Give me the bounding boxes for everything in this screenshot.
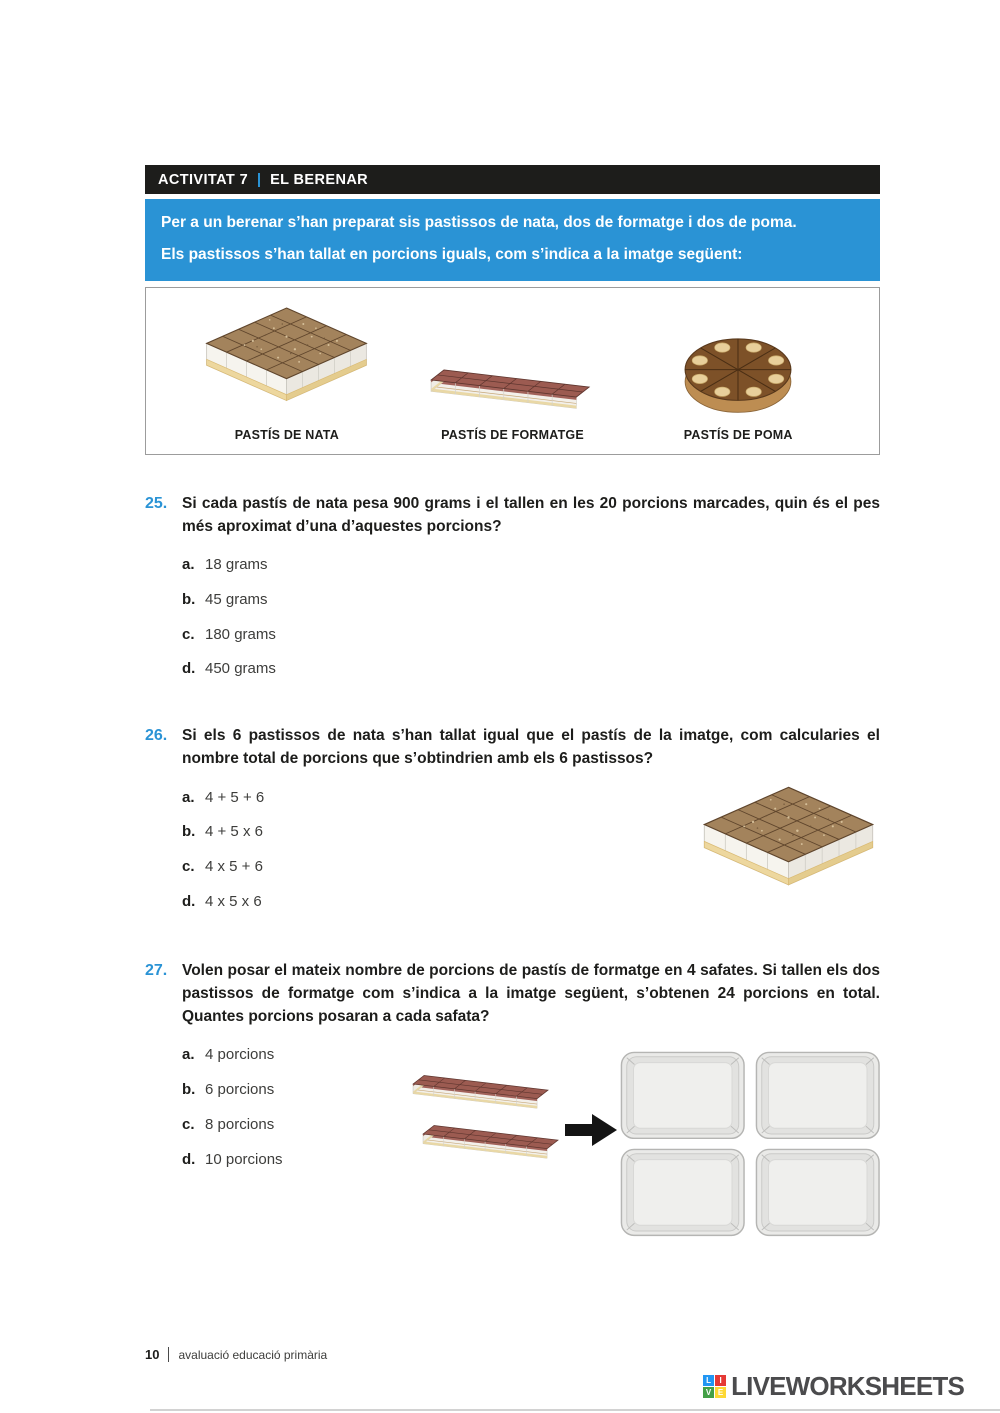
- option-letter: c.: [182, 858, 195, 875]
- question-25-options: [182, 554, 880, 680]
- trays-grid: [620, 1051, 880, 1238]
- next-page-edge: [150, 1409, 1000, 1411]
- nata-cake-label: PASTÍS DE NATA: [234, 427, 339, 442]
- page-footer: [145, 1347, 327, 1362]
- option-row-c[interactable]: [182, 624, 880, 646]
- tray-image: [620, 1148, 746, 1237]
- question-26-section: [145, 724, 880, 913]
- logo-square-e: E: [715, 1387, 726, 1398]
- option-letter: d.: [182, 1150, 196, 1168]
- question-27-graphics: [407, 1051, 880, 1256]
- question-25-head: [145, 492, 880, 539]
- activity-title: EL BERENAR: [270, 171, 369, 188]
- poma-cake-label: PASTÍS DE POMA: [683, 427, 793, 442]
- option-letter: d.: [182, 892, 196, 910]
- footer-separator: [168, 1347, 169, 1362]
- option-letter: a.: [182, 556, 195, 573]
- activity-label: ACTIVITAT 7: [158, 171, 249, 188]
- formatge-cake-image: [407, 1067, 559, 1116]
- logo-square-v: V: [703, 1387, 714, 1398]
- option-text: 6 porcions: [205, 1081, 275, 1098]
- cakes-figure-box: [145, 287, 880, 455]
- option-text: 45 grams: [205, 590, 268, 608]
- worksheet-content: [145, 165, 880, 1183]
- formatge-cake-image: [417, 1117, 569, 1166]
- logo-square-l: L: [703, 1375, 714, 1386]
- liveworksheets-logo: [703, 1371, 964, 1402]
- option-text: 4 + 5 + 6: [205, 788, 265, 806]
- option-letter: d.: [182, 660, 196, 678]
- page-number: 10: [145, 1347, 160, 1362]
- option-text: 180 grams: [205, 625, 276, 643]
- question-27-section: [145, 959, 880, 1171]
- option-letter: c.: [182, 1115, 195, 1133]
- option-text: 4 x 5 x 6: [205, 892, 262, 910]
- question-26-head: [145, 724, 880, 771]
- option-row-d[interactable]: [182, 658, 880, 680]
- option-text: 4 porcions: [205, 1046, 275, 1064]
- logo-square-i: I: [715, 1375, 726, 1386]
- option-row-a[interactable]: [182, 554, 880, 576]
- question-26-text: Si els 6 pastissos de nata s’han tallat igual que el pastís de la imatge, com calcularies el nombre total de porcions que s’obtindrien amb els 6 pastissos?: [182, 727, 880, 768]
- nata-cake-image: [194, 303, 379, 417]
- figure-nata: [174, 288, 400, 454]
- question-25-text: Si cada pastís de nata pesa 900 grams i el tallen en les 20 porcions marcades, quin és el pes més aproximat d’una d’aquestes porcions?: [182, 494, 880, 535]
- tray-image: [755, 1148, 881, 1237]
- option-text: 8 porcions: [205, 1115, 275, 1133]
- question-27-text: Volen posar el mateix nombre de porcions de pastís de formatge en 4 safates. Si tallen els dos pastissos de formatge com s’indica a la imatge següent, s’obtenen 24 porcions en total. Quantes porcions posaran a cada safata?: [182, 961, 880, 1025]
- figure-formatge: [400, 288, 626, 454]
- option-letter: c.: [182, 625, 195, 643]
- question-25-section: [145, 492, 880, 681]
- option-text: 450 grams: [205, 660, 276, 678]
- question-26-number: 26.: [145, 727, 168, 744]
- question-27-head: [145, 959, 880, 1029]
- option-letter: b.: [182, 823, 196, 841]
- footer-text: avaluació educació primària: [178, 1347, 328, 1362]
- option-letter: a.: [182, 1046, 195, 1064]
- arrow-right-icon: [565, 1111, 617, 1149]
- header-separator: [258, 173, 260, 187]
- intro-box: [145, 199, 880, 281]
- figure-poma: [625, 288, 851, 454]
- question-25-number: 25.: [145, 494, 168, 512]
- nata-cake-image: [691, 782, 886, 902]
- poma-cake-image: [674, 327, 802, 417]
- formatge-cake-label: PASTÍS DE FORMATGE: [441, 427, 584, 442]
- tray-image: [620, 1051, 746, 1140]
- option-text: 4 + 5 x 6: [205, 823, 263, 841]
- option-letter: b.: [182, 590, 196, 608]
- option-letter: b.: [182, 1081, 196, 1098]
- logo-grid-icon: [703, 1375, 726, 1398]
- tray-image: [755, 1051, 881, 1140]
- option-letter: a.: [182, 788, 195, 806]
- intro-line-2: Els pastissos s’han tallat en porcions iguals, com s’indica a la imatge següent:: [161, 246, 743, 264]
- question-27-number: 27.: [145, 961, 168, 979]
- intro-line-1: Per a un berenar s’han preparat sis pastissos de nata, dos de formatge i dos de poma.: [161, 214, 797, 231]
- option-text: 10 porcions: [205, 1150, 283, 1168]
- option-text: 4 x 5 + 6: [205, 858, 263, 875]
- logo-text: LIVEWORKSHEETS: [731, 1371, 964, 1401]
- activity-header: [145, 165, 880, 194]
- option-text: 18 grams: [205, 556, 268, 573]
- option-row-b[interactable]: [182, 589, 880, 611]
- formatge-cake-image: [424, 360, 602, 417]
